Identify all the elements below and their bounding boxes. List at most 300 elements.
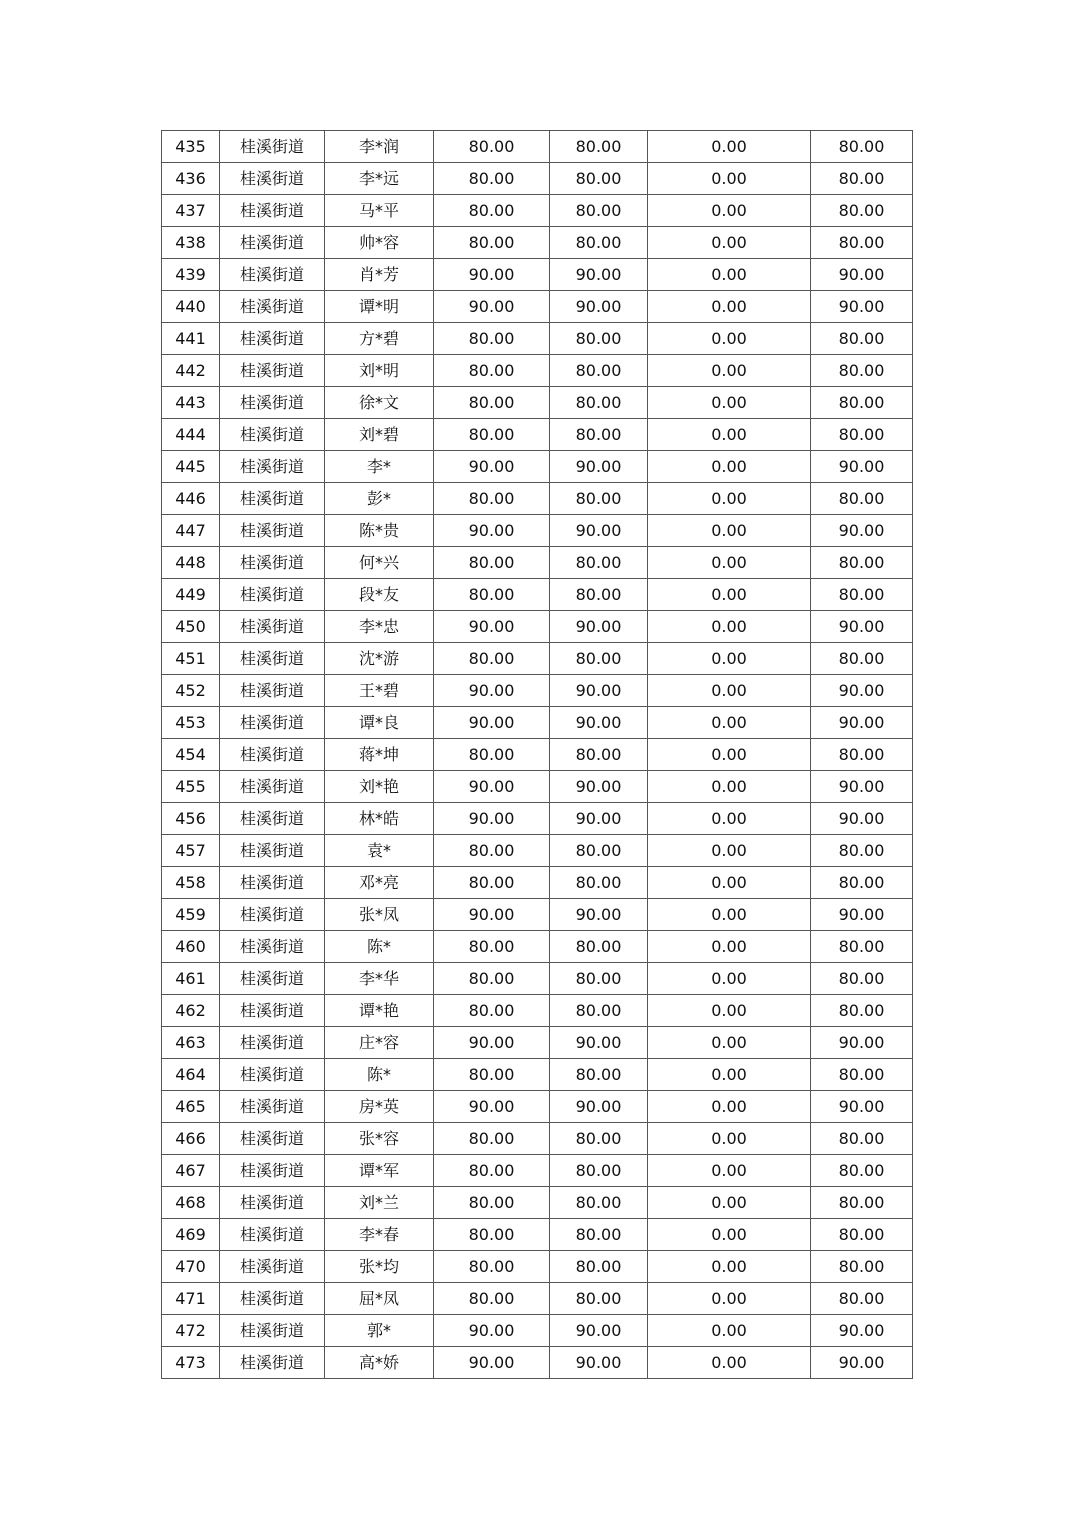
amount-b-cell: 90.00 <box>550 707 648 739</box>
row-number-cell: 448 <box>162 547 220 579</box>
amount-c-cell: 0.00 <box>648 579 811 611</box>
amount-b-cell: 80.00 <box>550 195 648 227</box>
street-cell: 桂溪街道 <box>220 163 325 195</box>
amount-d-cell: 90.00 <box>811 771 913 803</box>
amount-a-cell: 80.00 <box>434 739 550 771</box>
amount-c-cell: 0.00 <box>648 451 811 483</box>
amount-a-cell: 90.00 <box>434 515 550 547</box>
amount-b-cell: 80.00 <box>550 547 648 579</box>
name-cell: 李* <box>325 451 434 483</box>
amount-d-cell: 80.00 <box>811 867 913 899</box>
amount-a-cell: 80.00 <box>434 867 550 899</box>
row-number-cell: 466 <box>162 1123 220 1155</box>
name-cell: 李*忠 <box>325 611 434 643</box>
amount-d-cell: 90.00 <box>811 675 913 707</box>
amount-a-cell: 80.00 <box>434 931 550 963</box>
name-cell: 何*兴 <box>325 547 434 579</box>
amount-c-cell: 0.00 <box>648 163 811 195</box>
amount-b-cell: 80.00 <box>550 739 648 771</box>
row-number-cell: 451 <box>162 643 220 675</box>
amount-a-cell: 90.00 <box>434 1315 550 1347</box>
street-cell: 桂溪街道 <box>220 835 325 867</box>
amount-b-cell: 80.00 <box>550 1251 648 1283</box>
street-cell: 桂溪街道 <box>220 1187 325 1219</box>
amount-b-cell: 80.00 <box>550 963 648 995</box>
amount-c-cell: 0.00 <box>648 1283 811 1315</box>
amount-a-cell: 90.00 <box>434 611 550 643</box>
table-row <box>162 419 913 451</box>
amount-a-cell: 80.00 <box>434 131 550 163</box>
row-number-cell: 450 <box>162 611 220 643</box>
amount-d-cell: 90.00 <box>811 259 913 291</box>
name-cell: 彭* <box>325 483 434 515</box>
row-number-cell: 460 <box>162 931 220 963</box>
name-cell: 谭*艳 <box>325 995 434 1027</box>
amount-d-cell: 90.00 <box>811 611 913 643</box>
name-cell: 张*凤 <box>325 899 434 931</box>
name-cell: 陈*贵 <box>325 515 434 547</box>
street-cell: 桂溪街道 <box>220 131 325 163</box>
table-row <box>162 739 913 771</box>
amount-c-cell: 0.00 <box>648 963 811 995</box>
amount-d-cell: 80.00 <box>811 131 913 163</box>
street-cell: 桂溪街道 <box>220 1027 325 1059</box>
amount-a-cell: 80.00 <box>434 227 550 259</box>
row-number-cell: 467 <box>162 1155 220 1187</box>
row-number-cell: 437 <box>162 195 220 227</box>
amount-c-cell: 0.00 <box>648 1091 811 1123</box>
name-cell: 林*皓 <box>325 803 434 835</box>
amount-a-cell: 80.00 <box>434 547 550 579</box>
street-cell: 桂溪街道 <box>220 291 325 323</box>
amount-b-cell: 80.00 <box>550 483 648 515</box>
street-cell: 桂溪街道 <box>220 227 325 259</box>
amount-a-cell: 80.00 <box>434 163 550 195</box>
amount-c-cell: 0.00 <box>648 291 811 323</box>
row-number-cell: 441 <box>162 323 220 355</box>
row-number-cell: 439 <box>162 259 220 291</box>
table-row <box>162 387 913 419</box>
amount-c-cell: 0.00 <box>648 131 811 163</box>
street-cell: 桂溪街道 <box>220 1283 325 1315</box>
row-number-cell: 464 <box>162 1059 220 1091</box>
street-cell: 桂溪街道 <box>220 707 325 739</box>
amount-a-cell: 90.00 <box>434 675 550 707</box>
name-cell: 王*碧 <box>325 675 434 707</box>
amount-a-cell: 80.00 <box>434 643 550 675</box>
name-cell: 蒋*坤 <box>325 739 434 771</box>
amount-a-cell: 90.00 <box>434 771 550 803</box>
amount-a-cell: 90.00 <box>434 259 550 291</box>
amount-c-cell: 0.00 <box>648 1155 811 1187</box>
street-cell: 桂溪街道 <box>220 675 325 707</box>
amount-a-cell: 90.00 <box>434 1027 550 1059</box>
name-cell: 陈* <box>325 1059 434 1091</box>
amount-b-cell: 80.00 <box>550 419 648 451</box>
amount-a-cell: 80.00 <box>434 483 550 515</box>
amount-a-cell: 90.00 <box>434 707 550 739</box>
amount-d-cell: 80.00 <box>811 579 913 611</box>
amount-c-cell: 0.00 <box>648 547 811 579</box>
amount-a-cell: 90.00 <box>434 899 550 931</box>
name-cell: 高*娇 <box>325 1347 434 1379</box>
street-cell: 桂溪街道 <box>220 643 325 675</box>
table-row <box>162 867 913 899</box>
table-body <box>162 131 913 1379</box>
table-row <box>162 963 913 995</box>
name-cell: 李*远 <box>325 163 434 195</box>
amount-c-cell: 0.00 <box>648 803 811 835</box>
amount-a-cell: 80.00 <box>434 355 550 387</box>
row-number-cell: 443 <box>162 387 220 419</box>
amount-a-cell: 90.00 <box>434 451 550 483</box>
name-cell: 陈* <box>325 931 434 963</box>
amount-c-cell: 0.00 <box>648 259 811 291</box>
amount-c-cell: 0.00 <box>648 867 811 899</box>
name-cell: 谭*明 <box>325 291 434 323</box>
table-row <box>162 195 913 227</box>
amount-c-cell: 0.00 <box>648 1315 811 1347</box>
table-row <box>162 675 913 707</box>
amount-a-cell: 80.00 <box>434 1219 550 1251</box>
amount-d-cell: 80.00 <box>811 483 913 515</box>
table-row <box>162 1251 913 1283</box>
amount-b-cell: 90.00 <box>550 611 648 643</box>
name-cell: 刘*艳 <box>325 771 434 803</box>
amount-b-cell: 80.00 <box>550 163 648 195</box>
row-number-cell: 446 <box>162 483 220 515</box>
amount-c-cell: 0.00 <box>648 419 811 451</box>
table-row <box>162 131 913 163</box>
street-cell: 桂溪街道 <box>220 739 325 771</box>
name-cell: 徐*文 <box>325 387 434 419</box>
row-number-cell: 470 <box>162 1251 220 1283</box>
table-row <box>162 1123 913 1155</box>
table-row <box>162 995 913 1027</box>
amount-d-cell: 80.00 <box>811 1123 913 1155</box>
street-cell: 桂溪街道 <box>220 547 325 579</box>
name-cell: 方*碧 <box>325 323 434 355</box>
table-row <box>162 1027 913 1059</box>
table-row <box>162 1187 913 1219</box>
street-cell: 桂溪街道 <box>220 899 325 931</box>
amount-c-cell: 0.00 <box>648 643 811 675</box>
street-cell: 桂溪街道 <box>220 419 325 451</box>
row-number-cell: 465 <box>162 1091 220 1123</box>
amount-c-cell: 0.00 <box>648 771 811 803</box>
amount-c-cell: 0.00 <box>648 355 811 387</box>
name-cell: 谭*良 <box>325 707 434 739</box>
table-row <box>162 899 913 931</box>
row-number-cell: 461 <box>162 963 220 995</box>
amount-a-cell: 80.00 <box>434 995 550 1027</box>
table-row <box>162 515 913 547</box>
amount-d-cell: 80.00 <box>811 931 913 963</box>
street-cell: 桂溪街道 <box>220 1347 325 1379</box>
name-cell: 房*英 <box>325 1091 434 1123</box>
table-row <box>162 835 913 867</box>
amount-a-cell: 80.00 <box>434 579 550 611</box>
amount-d-cell: 80.00 <box>811 1219 913 1251</box>
amount-a-cell: 90.00 <box>434 1091 550 1123</box>
table-row <box>162 579 913 611</box>
street-cell: 桂溪街道 <box>220 803 325 835</box>
name-cell: 李*春 <box>325 1219 434 1251</box>
row-number-cell: 469 <box>162 1219 220 1251</box>
table-row <box>162 1091 913 1123</box>
amount-c-cell: 0.00 <box>648 1123 811 1155</box>
row-number-cell: 449 <box>162 579 220 611</box>
name-cell: 张*均 <box>325 1251 434 1283</box>
street-cell: 桂溪街道 <box>220 963 325 995</box>
amount-a-cell: 80.00 <box>434 1283 550 1315</box>
amount-a-cell: 90.00 <box>434 1347 550 1379</box>
amount-d-cell: 80.00 <box>811 835 913 867</box>
amount-c-cell: 0.00 <box>648 611 811 643</box>
street-cell: 桂溪街道 <box>220 867 325 899</box>
table-row <box>162 227 913 259</box>
amount-d-cell: 80.00 <box>811 643 913 675</box>
amount-b-cell: 90.00 <box>550 675 648 707</box>
row-number-cell: 438 <box>162 227 220 259</box>
amount-c-cell: 0.00 <box>648 483 811 515</box>
amount-c-cell: 0.00 <box>648 227 811 259</box>
amount-b-cell: 80.00 <box>550 323 648 355</box>
amount-a-cell: 90.00 <box>434 803 550 835</box>
table-row <box>162 483 913 515</box>
amount-b-cell: 80.00 <box>550 1283 648 1315</box>
amount-c-cell: 0.00 <box>648 675 811 707</box>
row-number-cell: 440 <box>162 291 220 323</box>
amount-b-cell: 90.00 <box>550 1091 648 1123</box>
amount-c-cell: 0.00 <box>648 195 811 227</box>
street-cell: 桂溪街道 <box>220 771 325 803</box>
row-number-cell: 458 <box>162 867 220 899</box>
row-number-cell: 468 <box>162 1187 220 1219</box>
amount-d-cell: 80.00 <box>811 419 913 451</box>
table-row <box>162 771 913 803</box>
amount-a-cell: 80.00 <box>434 323 550 355</box>
amount-c-cell: 0.00 <box>648 707 811 739</box>
street-cell: 桂溪街道 <box>220 323 325 355</box>
amount-b-cell: 80.00 <box>550 1187 648 1219</box>
amount-c-cell: 0.00 <box>648 387 811 419</box>
table-row <box>162 547 913 579</box>
amount-a-cell: 80.00 <box>434 387 550 419</box>
name-cell: 屈*凤 <box>325 1283 434 1315</box>
table-row <box>162 355 913 387</box>
row-number-cell: 445 <box>162 451 220 483</box>
amount-b-cell: 90.00 <box>550 899 648 931</box>
amount-d-cell: 90.00 <box>811 899 913 931</box>
table-row <box>162 1283 913 1315</box>
amount-b-cell: 90.00 <box>550 515 648 547</box>
row-number-cell: 463 <box>162 1027 220 1059</box>
name-cell: 谭*军 <box>325 1155 434 1187</box>
amount-c-cell: 0.00 <box>648 1027 811 1059</box>
amount-d-cell: 90.00 <box>811 803 913 835</box>
amount-d-cell: 90.00 <box>811 1315 913 1347</box>
amount-b-cell: 90.00 <box>550 451 648 483</box>
amount-c-cell: 0.00 <box>648 995 811 1027</box>
street-cell: 桂溪街道 <box>220 1219 325 1251</box>
row-number-cell: 462 <box>162 995 220 1027</box>
name-cell: 马*平 <box>325 195 434 227</box>
table-row <box>162 323 913 355</box>
row-number-cell: 453 <box>162 707 220 739</box>
table-row <box>162 1347 913 1379</box>
street-cell: 桂溪街道 <box>220 195 325 227</box>
amount-b-cell: 90.00 <box>550 259 648 291</box>
street-cell: 桂溪街道 <box>220 611 325 643</box>
amount-b-cell: 80.00 <box>550 1155 648 1187</box>
name-cell: 肖*芳 <box>325 259 434 291</box>
table-row <box>162 163 913 195</box>
row-number-cell: 447 <box>162 515 220 547</box>
street-cell: 桂溪街道 <box>220 1059 325 1091</box>
amount-c-cell: 0.00 <box>648 739 811 771</box>
amount-b-cell: 80.00 <box>550 355 648 387</box>
amount-b-cell: 80.00 <box>550 1219 648 1251</box>
amount-b-cell: 90.00 <box>550 1315 648 1347</box>
street-cell: 桂溪街道 <box>220 1123 325 1155</box>
data-table <box>161 130 913 1379</box>
table-row <box>162 803 913 835</box>
row-number-cell: 473 <box>162 1347 220 1379</box>
street-cell: 桂溪街道 <box>220 995 325 1027</box>
amount-b-cell: 80.00 <box>550 579 648 611</box>
amount-d-cell: 80.00 <box>811 995 913 1027</box>
row-number-cell: 456 <box>162 803 220 835</box>
street-cell: 桂溪街道 <box>220 451 325 483</box>
amount-c-cell: 0.00 <box>648 899 811 931</box>
row-number-cell: 444 <box>162 419 220 451</box>
amount-b-cell: 90.00 <box>550 771 648 803</box>
amount-d-cell: 90.00 <box>811 291 913 323</box>
name-cell: 刘*兰 <box>325 1187 434 1219</box>
amount-b-cell: 80.00 <box>550 387 648 419</box>
amount-b-cell: 80.00 <box>550 227 648 259</box>
amount-d-cell: 90.00 <box>811 1027 913 1059</box>
amount-a-cell: 80.00 <box>434 963 550 995</box>
amount-c-cell: 0.00 <box>648 515 811 547</box>
amount-a-cell: 80.00 <box>434 195 550 227</box>
amount-a-cell: 80.00 <box>434 1123 550 1155</box>
amount-c-cell: 0.00 <box>648 1219 811 1251</box>
amount-b-cell: 80.00 <box>550 867 648 899</box>
street-cell: 桂溪街道 <box>220 355 325 387</box>
table-row <box>162 451 913 483</box>
amount-d-cell: 80.00 <box>811 163 913 195</box>
amount-a-cell: 80.00 <box>434 1187 550 1219</box>
amount-d-cell: 80.00 <box>811 1187 913 1219</box>
row-number-cell: 435 <box>162 131 220 163</box>
amount-d-cell: 90.00 <box>811 451 913 483</box>
name-cell: 李*华 <box>325 963 434 995</box>
name-cell: 段*友 <box>325 579 434 611</box>
street-cell: 桂溪街道 <box>220 1315 325 1347</box>
row-number-cell: 436 <box>162 163 220 195</box>
street-cell: 桂溪街道 <box>220 1251 325 1283</box>
amount-d-cell: 90.00 <box>811 1347 913 1379</box>
table-row <box>162 1315 913 1347</box>
amount-c-cell: 0.00 <box>648 1347 811 1379</box>
amount-b-cell: 80.00 <box>550 835 648 867</box>
amount-d-cell: 80.00 <box>811 387 913 419</box>
name-cell: 李*润 <box>325 131 434 163</box>
amount-d-cell: 90.00 <box>811 707 913 739</box>
amount-b-cell: 90.00 <box>550 1347 648 1379</box>
row-number-cell: 472 <box>162 1315 220 1347</box>
name-cell: 袁* <box>325 835 434 867</box>
row-number-cell: 442 <box>162 355 220 387</box>
row-number-cell: 454 <box>162 739 220 771</box>
amount-b-cell: 90.00 <box>550 291 648 323</box>
amount-b-cell: 90.00 <box>550 1027 648 1059</box>
amount-b-cell: 80.00 <box>550 131 648 163</box>
amount-a-cell: 80.00 <box>434 835 550 867</box>
amount-d-cell: 80.00 <box>811 1283 913 1315</box>
table-row <box>162 611 913 643</box>
amount-d-cell: 80.00 <box>811 195 913 227</box>
table-row <box>162 1219 913 1251</box>
street-cell: 桂溪街道 <box>220 387 325 419</box>
amount-c-cell: 0.00 <box>648 323 811 355</box>
name-cell: 沈*游 <box>325 643 434 675</box>
row-number-cell: 471 <box>162 1283 220 1315</box>
street-cell: 桂溪街道 <box>220 1155 325 1187</box>
name-cell: 郭* <box>325 1315 434 1347</box>
table-row <box>162 1059 913 1091</box>
row-number-cell: 459 <box>162 899 220 931</box>
street-cell: 桂溪街道 <box>220 515 325 547</box>
amount-b-cell: 90.00 <box>550 803 648 835</box>
amount-d-cell: 80.00 <box>811 1251 913 1283</box>
amount-b-cell: 80.00 <box>550 1059 648 1091</box>
amount-c-cell: 0.00 <box>648 1059 811 1091</box>
amount-d-cell: 80.00 <box>811 1059 913 1091</box>
amount-a-cell: 80.00 <box>434 419 550 451</box>
amount-a-cell: 90.00 <box>434 291 550 323</box>
street-cell: 桂溪街道 <box>220 579 325 611</box>
amount-c-cell: 0.00 <box>648 1187 811 1219</box>
table-row <box>162 1155 913 1187</box>
amount-c-cell: 0.00 <box>648 931 811 963</box>
amount-d-cell: 80.00 <box>811 1155 913 1187</box>
amount-c-cell: 0.00 <box>648 835 811 867</box>
amount-d-cell: 80.00 <box>811 547 913 579</box>
name-cell: 刘*碧 <box>325 419 434 451</box>
amount-d-cell: 80.00 <box>811 739 913 771</box>
row-number-cell: 455 <box>162 771 220 803</box>
amount-d-cell: 80.00 <box>811 355 913 387</box>
table-row <box>162 259 913 291</box>
name-cell: 张*容 <box>325 1123 434 1155</box>
amount-d-cell: 90.00 <box>811 515 913 547</box>
amount-b-cell: 80.00 <box>550 1123 648 1155</box>
street-cell: 桂溪街道 <box>220 259 325 291</box>
name-cell: 刘*明 <box>325 355 434 387</box>
amount-b-cell: 80.00 <box>550 643 648 675</box>
name-cell: 庄*容 <box>325 1027 434 1059</box>
amount-a-cell: 80.00 <box>434 1251 550 1283</box>
table-row <box>162 643 913 675</box>
amount-b-cell: 80.00 <box>550 931 648 963</box>
name-cell: 邓*亮 <box>325 867 434 899</box>
table-row <box>162 707 913 739</box>
street-cell: 桂溪街道 <box>220 1091 325 1123</box>
row-number-cell: 457 <box>162 835 220 867</box>
